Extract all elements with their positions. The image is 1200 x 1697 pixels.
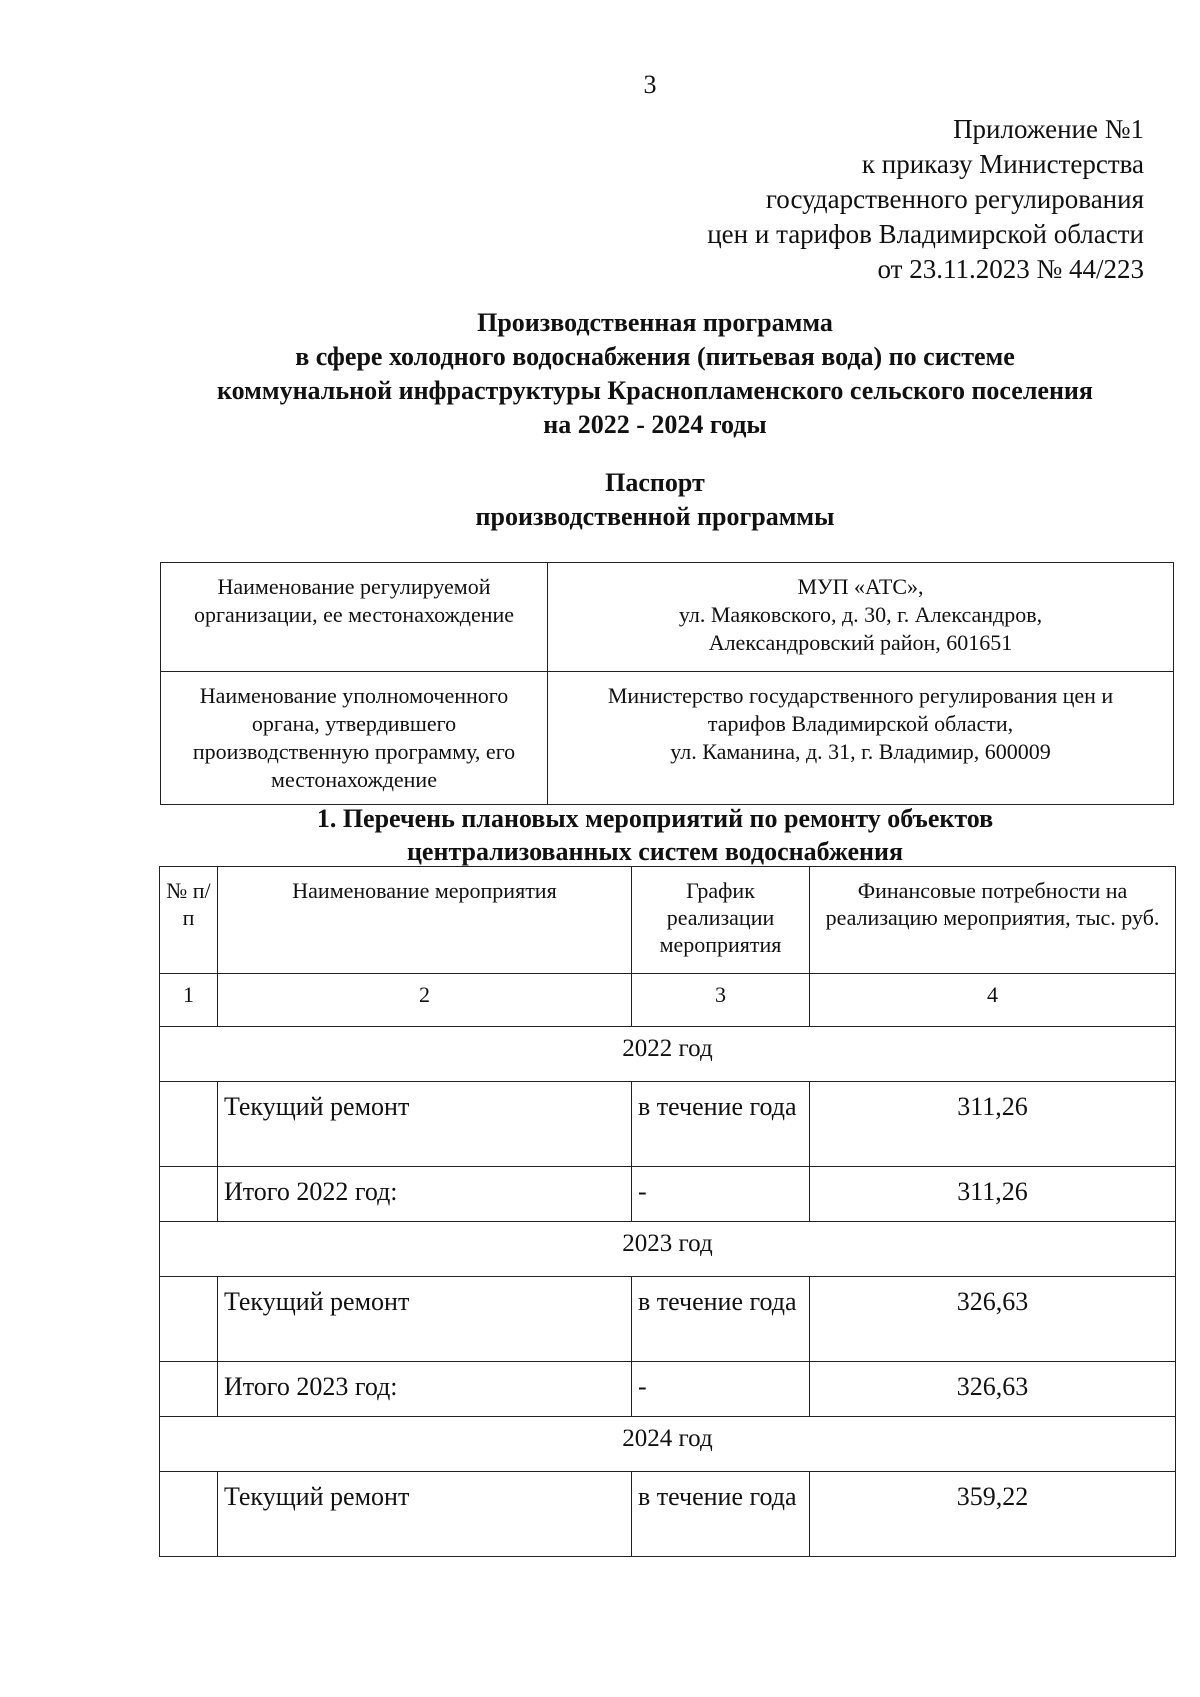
table-row: [160, 1082, 1176, 1167]
passport-label-line: местонахождение: [271, 767, 437, 792]
year-label: 2024 год: [160, 1417, 1176, 1472]
total-schedule: -: [632, 1167, 810, 1222]
year-row: [160, 1027, 1176, 1082]
passport-table: [160, 562, 1174, 805]
total-name: Итого 2022 год:: [218, 1167, 632, 1222]
activity-value: 359,22: [810, 1472, 1176, 1557]
passport-value-line: тарифов Владимирской области,: [707, 711, 1014, 736]
table-header-row: [160, 867, 1176, 974]
header-name: Наименование мероприятия: [218, 867, 632, 974]
passport-label-line: Наименование уполномоченного: [199, 683, 509, 708]
program-title-line: в сфере холодного водоснабжения (питьевая вода) по системе: [295, 342, 1015, 371]
passport-label-line: производственную программу, его: [192, 739, 516, 764]
page-number: 3: [643, 70, 657, 99]
activity-schedule: в течение года: [632, 1472, 810, 1557]
passport-title-line: производственной программы: [475, 502, 835, 531]
column-number: 3: [632, 974, 810, 1027]
total-row: [160, 1167, 1176, 1222]
appendix-line: от 23.11.2023 № 44/223: [877, 254, 1144, 284]
year-row: [160, 1222, 1176, 1277]
row-num: [160, 1167, 218, 1222]
passport-label-line: органа, утвердившего: [251, 711, 457, 736]
appendix-line: Приложение №1: [953, 114, 1144, 144]
column-number: 4: [810, 974, 1176, 1027]
row-num: [160, 1082, 218, 1167]
row-num: [160, 1362, 218, 1417]
column-numbers-row: [160, 974, 1176, 1027]
activity-name: Текущий ремонт: [218, 1082, 632, 1167]
program-title: [120, 306, 1190, 442]
table-row: [160, 1472, 1176, 1557]
passport-value-line: Александровский район, 601651: [708, 630, 1013, 655]
section-title-line: централизованных систем водоснабжения: [406, 837, 904, 866]
passport-value-line: ул. Каманина, д. 31, г. Владимир, 600009: [670, 739, 1051, 764]
header-finance: Финансовые потребности на реализацию мероприятия, тыс. руб.: [810, 867, 1176, 974]
passport-label-line: организации, ее местонахождение: [193, 602, 515, 627]
passport-value-line: Министерство государственного регулирования цен и: [607, 683, 1114, 708]
passport-row-organization: [161, 563, 1174, 672]
passport-value-line: МУП «АТС»,: [797, 574, 924, 599]
passport-label: [161, 563, 548, 672]
passport-label: [161, 672, 548, 805]
appendix-header: [707, 112, 1144, 287]
program-title-line: коммунальной инфраструктуры Краснопламенского сельского поселения: [217, 376, 1093, 405]
section-title-line: 1. Перечень плановых мероприятий по ремонту объектов: [316, 804, 994, 833]
year-label: 2023 год: [160, 1222, 1176, 1277]
year-row: [160, 1417, 1176, 1472]
appendix-line: цен и тарифов Владимирской области: [707, 219, 1144, 249]
passport-value: [548, 672, 1174, 805]
row-num: [160, 1472, 218, 1557]
total-schedule: -: [632, 1362, 810, 1417]
activity-value: 326,63: [810, 1277, 1176, 1362]
row-num: [160, 1277, 218, 1362]
passport-row-authority: [161, 672, 1174, 805]
total-value: 311,26: [810, 1167, 1176, 1222]
total-value: 326,63: [810, 1362, 1176, 1417]
program-title-line: на 2022 - 2024 годы: [543, 410, 767, 439]
column-number: 2: [218, 974, 632, 1027]
passport-label-line: Наименование регулируемой: [217, 574, 491, 599]
total-row: [160, 1362, 1176, 1417]
passport-title: [120, 466, 1190, 534]
activity-schedule: в течение года: [632, 1082, 810, 1167]
passport-value: [548, 563, 1174, 672]
activity-schedule: в течение года: [632, 1277, 810, 1362]
column-number: 1: [160, 974, 218, 1027]
activity-name: Текущий ремонт: [218, 1277, 632, 1362]
program-title-line: Производственная программа: [477, 308, 833, 337]
year-label: 2022 год: [160, 1027, 1176, 1082]
total-name: Итого 2023 год:: [218, 1362, 632, 1417]
activity-name: Текущий ремонт: [218, 1472, 632, 1557]
appendix-line: государственного регулирования: [765, 184, 1144, 214]
section-1-title: [120, 802, 1190, 868]
passport-title-line: Паспорт: [605, 468, 705, 497]
header-schedule: График реализации мероприятия: [632, 867, 810, 974]
appendix-line: к приказу Министерства: [861, 149, 1144, 179]
table-row: [160, 1277, 1176, 1362]
header-num: № п/п: [160, 867, 218, 974]
activities-table: [159, 866, 1176, 1557]
activity-value: 311,26: [810, 1082, 1176, 1167]
passport-value-line: ул. Маяковского, д. 30, г. Александров,: [678, 602, 1043, 627]
